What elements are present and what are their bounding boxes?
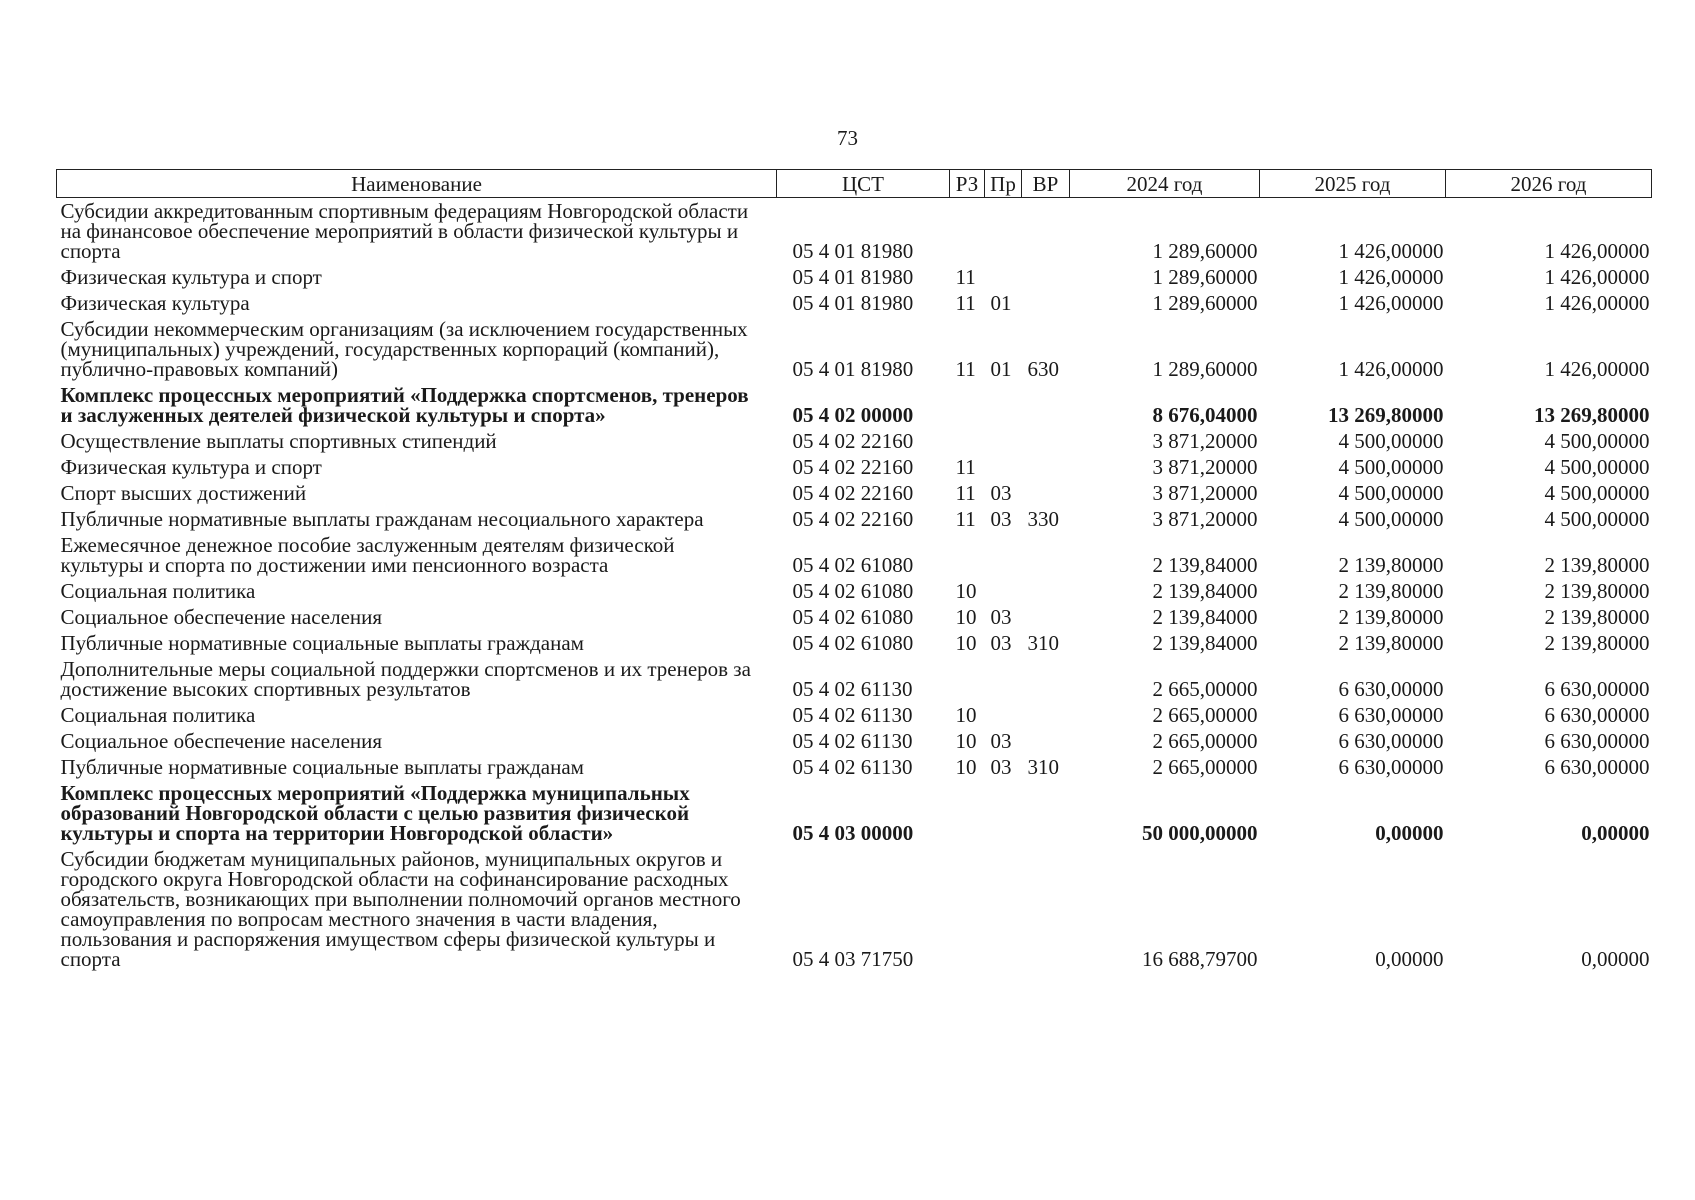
row-pr: 03 [990, 507, 1012, 531]
table-row [57, 316, 1652, 382]
row-vr [1022, 702, 1070, 728]
row-amount-2025: 1 426,00000 [1338, 239, 1444, 263]
table-row [57, 754, 1652, 780]
row-amount-2024: 2 139,84000 [1152, 579, 1258, 603]
row-amount-2024: 1 289,60000 [1152, 291, 1258, 315]
row-amount-2026: 0,00000 [1581, 947, 1650, 971]
table-row [57, 780, 1652, 846]
row-amount-2024: 2 665,00000 [1152, 729, 1258, 753]
header-vr: ВР [1022, 170, 1070, 198]
row-amount-2025: 4 500,00000 [1338, 481, 1444, 505]
row-vr [1022, 604, 1070, 630]
row-rz [950, 428, 985, 454]
row-cst: 05 4 01 81980 [792, 291, 914, 315]
row-pr [985, 532, 1022, 578]
row-amount-2026: 0,00000 [1581, 821, 1650, 845]
table-row [57, 702, 1652, 728]
row-rz: 10 [955, 631, 977, 655]
row-amount-2026: 1 426,00000 [1544, 291, 1650, 315]
row-name: Субсидии бюджетам муниципальных районов, муниципальных округов и городского округа Новгородской области на софинансирование расходных обязательств, возникающих при выполнении полномочий органов местного самоуправления по вопросам местного значения в части владения, пользования и распоряжения имуществом сферы физической культуры и спорта [60, 847, 741, 971]
row-name: Социальная политика [60, 579, 256, 603]
row-rz: 11 [955, 481, 976, 505]
header-pr: Пр [985, 170, 1022, 198]
row-amount-2024: 50 000,00000 [1142, 821, 1258, 845]
row-amount-2026: 2 139,80000 [1544, 631, 1650, 655]
row-pr: 03 [990, 755, 1012, 779]
row-vr: 330 [1027, 507, 1059, 531]
row-rz: 10 [955, 579, 977, 603]
row-amount-2025: 2 139,80000 [1338, 579, 1444, 603]
row-pr: 03 [990, 481, 1012, 505]
row-amount-2026: 6 630,00000 [1544, 677, 1650, 701]
row-name: Социальная политика [60, 703, 256, 727]
row-pr [985, 264, 1022, 290]
table-row [57, 264, 1652, 290]
row-amount-2026: 2 139,80000 [1544, 579, 1650, 603]
table-row [57, 578, 1652, 604]
header-2024: 2024 год [1070, 170, 1260, 198]
row-pr: 01 [990, 357, 1012, 381]
row-name: Дополнительные меры социальной поддержки спортсменов и их тренеров за достижение высоких спортивных результатов [60, 657, 751, 701]
row-pr [985, 702, 1022, 728]
table-row [57, 846, 1652, 972]
row-cst: 05 4 02 22160 [792, 507, 914, 531]
table-row [57, 630, 1652, 656]
row-name: Ежемесячное денежное пособие заслуженным деятелям физической культуры и спорта по достижении ими пенсионного возраста [60, 533, 675, 577]
row-name: Физическая культура и спорт [60, 265, 322, 289]
row-amount-2025: 4 500,00000 [1338, 507, 1444, 531]
row-amount-2024: 2 665,00000 [1152, 755, 1258, 779]
row-rz: 11 [955, 265, 976, 289]
row-rz: 10 [955, 755, 977, 779]
table-row [57, 506, 1652, 532]
row-cst: 05 4 02 61130 [792, 729, 913, 753]
row-vr [1022, 382, 1070, 428]
row-amount-2024: 2 139,84000 [1152, 631, 1258, 655]
row-name: Осуществление выплаты спортивных стипендий [60, 429, 497, 453]
row-name: Комплекс процессных мероприятий «Поддержка спортсменов, тренеров и заслуженных деятелей физической культуры и спорта» [60, 383, 749, 427]
row-cst: 05 4 02 00000 [792, 403, 914, 427]
row-amount-2024: 3 871,20000 [1152, 455, 1258, 479]
row-cst: 05 4 01 81980 [792, 265, 914, 289]
row-pr [985, 198, 1022, 265]
row-rz: 11 [955, 291, 976, 315]
row-amount-2026: 2 139,80000 [1544, 553, 1650, 577]
row-name: Субсидии аккредитованным спортивным федерациям Новгородской области на финансовое обеспечение мероприятий в области физической культуры и спорта [60, 199, 749, 263]
row-amount-2024: 3 871,20000 [1152, 507, 1258, 531]
row-vr [1022, 290, 1070, 316]
row-amount-2024: 16 688,79700 [1142, 947, 1258, 971]
row-cst: 05 4 02 22160 [792, 481, 914, 505]
row-vr [1022, 578, 1070, 604]
budget-table [56, 169, 1652, 972]
row-amount-2025: 6 630,00000 [1338, 729, 1444, 753]
row-amount-2024: 3 871,20000 [1152, 429, 1258, 453]
row-amount-2026: 4 500,00000 [1544, 455, 1650, 479]
row-vr [1022, 480, 1070, 506]
table-row [57, 604, 1652, 630]
header-name: Наименование [57, 170, 777, 198]
row-amount-2024: 1 289,60000 [1152, 357, 1258, 381]
row-cst: 05 4 01 81980 [792, 357, 914, 381]
table-row [57, 290, 1652, 316]
row-name: Физическая культура и спорт [60, 455, 322, 479]
table-row [57, 532, 1652, 578]
row-vr [1022, 728, 1070, 754]
row-pr: 03 [990, 605, 1012, 629]
row-pr [985, 846, 1022, 972]
row-vr [1022, 198, 1070, 265]
row-amount-2025: 1 426,00000 [1338, 357, 1444, 381]
row-amount-2024: 2 139,84000 [1152, 553, 1258, 577]
table-header [57, 170, 1652, 198]
row-amount-2026: 13 269,80000 [1534, 403, 1650, 427]
page-number: 73 [837, 126, 858, 150]
row-rz: 11 [955, 507, 976, 531]
row-pr: 03 [990, 729, 1012, 753]
row-amount-2025: 6 630,00000 [1338, 755, 1444, 779]
row-pr [985, 656, 1022, 702]
table-row [57, 728, 1652, 754]
row-rz: 10 [955, 729, 977, 753]
row-cst: 05 4 02 61080 [792, 579, 914, 603]
row-amount-2025: 0,00000 [1375, 821, 1444, 845]
row-rz: 10 [955, 605, 977, 629]
row-vr [1022, 454, 1070, 480]
row-vr [1022, 656, 1070, 702]
row-cst: 05 4 02 61130 [792, 677, 913, 701]
row-rz [950, 780, 985, 846]
row-cst: 05 4 03 00000 [792, 821, 914, 845]
row-amount-2026: 6 630,00000 [1544, 729, 1650, 753]
row-rz: 10 [955, 703, 977, 727]
row-amount-2024: 8 676,04000 [1152, 403, 1258, 427]
header-2025: 2025 год [1260, 170, 1446, 198]
table-row [57, 428, 1652, 454]
row-amount-2026: 2 139,80000 [1544, 605, 1650, 629]
row-name: Публичные нормативные выплаты гражданам несоциального характера [60, 507, 704, 531]
row-amount-2026: 4 500,00000 [1544, 507, 1650, 531]
row-vr [1022, 264, 1070, 290]
row-cst: 05 4 02 61130 [792, 755, 913, 779]
row-amount-2025: 4 500,00000 [1338, 455, 1444, 479]
row-amount-2026: 4 500,00000 [1544, 481, 1650, 505]
row-rz [950, 198, 985, 265]
header-rz: РЗ [950, 170, 985, 198]
row-amount-2025: 2 139,80000 [1338, 553, 1444, 577]
header-2026: 2026 год [1446, 170, 1652, 198]
table-row [57, 480, 1652, 506]
row-vr: 630 [1027, 357, 1059, 381]
row-amount-2025: 6 630,00000 [1338, 703, 1444, 727]
row-amount-2026: 1 426,00000 [1544, 265, 1650, 289]
row-name: Физическая культура [60, 291, 250, 315]
row-amount-2025: 1 426,00000 [1338, 265, 1444, 289]
row-cst: 05 4 02 61130 [792, 703, 913, 727]
row-amount-2024: 2 139,84000 [1152, 605, 1258, 629]
table-row [57, 656, 1652, 702]
table-row [57, 198, 1652, 265]
row-amount-2025: 0,00000 [1375, 947, 1444, 971]
row-amount-2024: 2 665,00000 [1152, 677, 1258, 701]
row-cst: 05 4 02 61080 [792, 631, 914, 655]
row-vr [1022, 428, 1070, 454]
row-amount-2025: 2 139,80000 [1338, 605, 1444, 629]
table-row [57, 382, 1652, 428]
row-cst: 05 4 02 61080 [792, 605, 914, 629]
row-amount-2025: 4 500,00000 [1338, 429, 1444, 453]
row-vr [1022, 846, 1070, 972]
row-pr [985, 382, 1022, 428]
row-amount-2025: 2 139,80000 [1338, 631, 1444, 655]
row-cst: 05 4 02 61080 [792, 553, 914, 577]
row-rz [950, 382, 985, 428]
row-vr: 310 [1027, 755, 1059, 779]
row-amount-2026: 1 426,00000 [1544, 239, 1650, 263]
row-rz [950, 656, 985, 702]
row-amount-2026: 6 630,00000 [1544, 755, 1650, 779]
row-name: Комплекс процессных мероприятий «Поддержка муниципальных образований Новгородской области с целью развития физической культуры и спорта на территории Новгородской области» [60, 781, 690, 845]
row-cst: 05 4 02 22160 [792, 429, 914, 453]
row-rz [950, 532, 985, 578]
row-amount-2024: 2 665,00000 [1152, 703, 1258, 727]
row-name: Социальное обеспечение населения [60, 729, 383, 753]
row-rz [950, 846, 985, 972]
row-amount-2025: 1 426,00000 [1338, 291, 1444, 315]
row-amount-2026: 4 500,00000 [1544, 429, 1650, 453]
row-pr [985, 428, 1022, 454]
row-amount-2024: 3 871,20000 [1152, 481, 1258, 505]
row-name: Спорт высших достижений [60, 481, 307, 505]
row-amount-2024: 1 289,60000 [1152, 239, 1258, 263]
row-name: Публичные нормативные социальные выплаты гражданам [60, 631, 584, 655]
row-cst: 05 4 02 22160 [792, 455, 914, 479]
row-vr [1022, 780, 1070, 846]
header-cst: ЦСТ [777, 170, 950, 198]
row-name: Публичные нормативные социальные выплаты гражданам [60, 755, 584, 779]
row-pr [985, 454, 1022, 480]
row-amount-2026: 1 426,00000 [1544, 357, 1650, 381]
row-amount-2024: 1 289,60000 [1152, 265, 1258, 289]
row-amount-2025: 13 269,80000 [1328, 403, 1444, 427]
row-amount-2026: 6 630,00000 [1544, 703, 1650, 727]
row-vr [1022, 532, 1070, 578]
row-rz: 11 [955, 357, 976, 381]
row-name: Субсидии некоммерческим организациям (за исключением государственных (муниципальных) учреждений, государственных корпораций (компаний), публично-правовых компаний) [60, 317, 748, 381]
table-row [57, 454, 1652, 480]
row-cst: 05 4 03 71750 [792, 947, 914, 971]
row-amount-2025: 6 630,00000 [1338, 677, 1444, 701]
row-vr: 310 [1027, 631, 1059, 655]
row-pr: 03 [990, 631, 1012, 655]
row-name: Социальное обеспечение населения [60, 605, 383, 629]
row-cst: 05 4 01 81980 [792, 239, 914, 263]
row-pr: 01 [990, 291, 1012, 315]
row-pr [985, 578, 1022, 604]
row-rz: 11 [955, 455, 976, 479]
row-pr [985, 780, 1022, 846]
table-body [57, 198, 1652, 973]
